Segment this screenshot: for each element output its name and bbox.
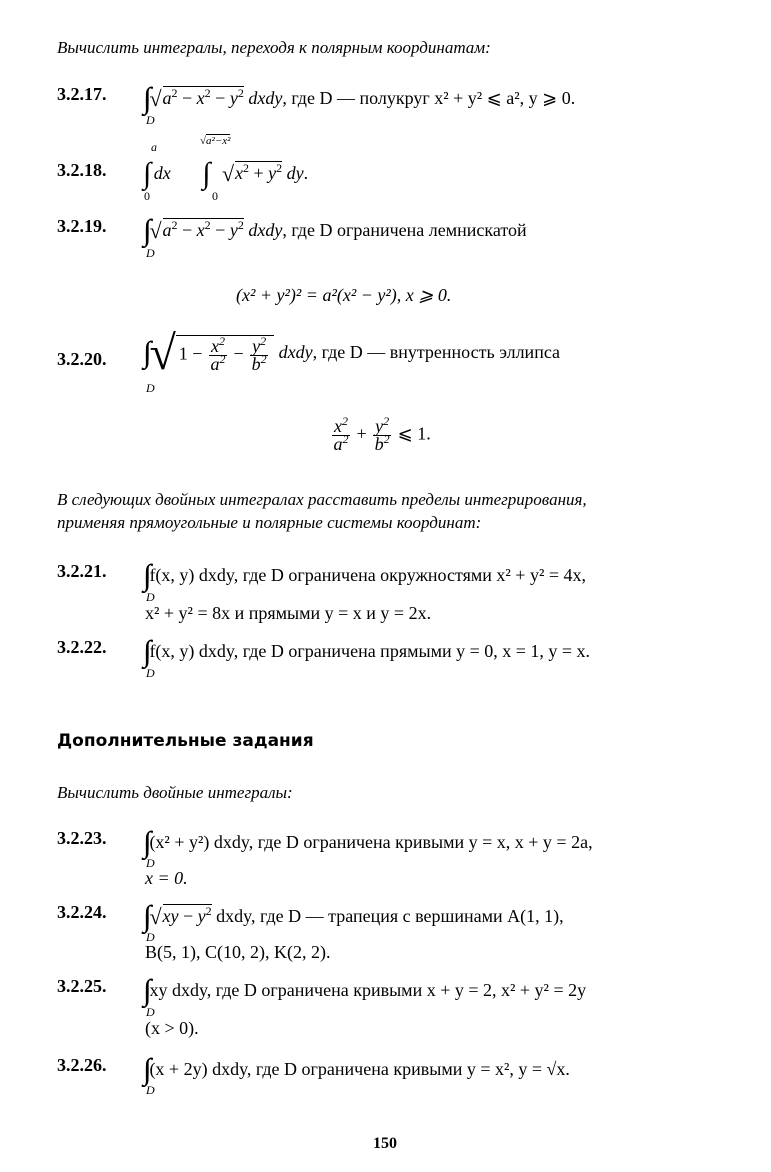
problem-3-2-20-formula: ∫∫ √ 1 − $\frac{x^2}{a^2}$ − $\frac{y^2}{b^2}$ dxdy, где D — внутренность эллипса xyxy=(143,327,561,380)
problem-3-2-25-continuation: (x > 0). xyxy=(145,1018,199,1038)
page-number: 150 xyxy=(373,1135,397,1152)
problem-3-2-17-formula: ∫∫ $√a^2 - x^2 - y^2$ dxdy, где D — полукруг x² + y² ⩽ a², y ⩾ 0. xyxy=(143,82,576,115)
problem-3-2-17-number: 3.2.17. xyxy=(57,84,107,104)
problem-3-2-23-number: 3.2.23. xyxy=(57,828,107,848)
problem-3-2-19-formula: ∫∫ $√a^2 - x^2 - y^2$ dxdy, где D ограничена лемнискатой xyxy=(143,214,527,247)
problem-3-2-22-number: 3.2.22. xyxy=(57,637,107,657)
problem-3-2-20-text: , где D — внутренность эллипса xyxy=(312,342,561,363)
additional-tasks-heading: Дополнительные задания xyxy=(57,731,314,751)
problem-3-2-26-formula: ∫∫ (x + 2y) dxdy, где D ограничена кривыми y = x², y = √x. xyxy=(143,1053,570,1086)
problem-3-2-26-number: 3.2.26. xyxy=(57,1055,107,1075)
problem-3-2-23-continuation: x = 0. xyxy=(145,868,188,888)
problem-3-2-19-text: , где D ограничена лемнискатой xyxy=(282,220,527,240)
problem-3-2-24-formula: ∫∫ $√xy - y^2$ dxdy, где D — трапеция с вершинами A(1, 1), xyxy=(143,900,564,933)
problem-3-2-19-number: 3.2.19. xyxy=(57,216,107,236)
textbook-page: Вычислить интегралы, переходя к полярным координатам: 3.2.17. ∫∫ $√a^2 - x^2 - y^2$ dxdy, где D — полукруг x² + y² ⩽ a², y ⩾ 0. D 3.2.18. a √a²−x² ∫ dx ∫ $√x^2 + y^2$ dy. 0 0 3.2.19. ∫∫ $√a^2 - x^2 - y^2$ dxdy, где D ограничена лемнискатой D (x² + y²)² = a²(x² − y²), x ⩾ 0. 3.2.20. ∫∫ √ 1 − $\frac{x^2}{a^2}$ − $\frac{y^2}{b^2}$ dxdy, где D — внутренность эллипса D $\frac{x^2}{a^2}$ + $\frac{y^2}{b^2}$ ⩽ 1. В следующих двойных интегралах расставить пределы интегрирования, применяя прямоугольные и полярные системы координат: 3.2.21. ∫∫ f(x, y) dxdy, где D ограничена окружностями x² + y² = 4x, D x² + y² = 8x и прямыми y = x и y = 2x. 3.2.22. ∫∫ f(x, y) dxdy, где D ограничена прямыми y = 0, x = 1, y = x. D Дополнительные задания Вычислить двойные интегралы: 3.2.23. ∫∫ (x² + y²) dxdy, где D ограничена кривыми y = x, x + y = 2a, D x = 0. 3.2.24. ∫∫ $√xy - y^2$ dxdy, где D — трапеция с вершинами A(1, 1), D B(5, 1), C(10, 2), K(2, 2). 3.2.25. ∫∫ xy dxdy, где D ограничена кривыми x + y = 2, x² + y² = 2y D (x > 0). 3.2.26. ∫∫ (x + 2y) dxdy, где D ограничена кривыми y = x², y = √x. D 150 xyxy=(57,38,593,1152)
problem-3-2-20-number: 3.2.20. xyxy=(57,349,107,369)
section-intro-double: Вычислить двойные интегралы: xyxy=(57,783,293,802)
problem-3-2-21-formula: ∫∫ f(x, y) dxdy, где D ограничена окружностями x² + y² = 4x, xyxy=(143,559,586,592)
section-intro-limits-line2: применяя прямоугольные и полярные системы координат: xyxy=(57,513,482,532)
problem-3-2-17-text: , где D — полукруг x² + y² ⩽ a², y ⩾ 0. xyxy=(282,88,576,108)
problem-3-2-24-continuation: B(5, 1), C(10, 2), K(2, 2). xyxy=(145,942,331,962)
problem-3-2-22-formula: ∫∫ f(x, y) dxdy, где D ограничена прямыми y = 0, x = 1, y = x. xyxy=(143,635,591,668)
section-intro-polar: Вычислить интегралы, переходя к полярным координатам: xyxy=(57,38,491,57)
problem-3-2-21-number: 3.2.21. xyxy=(57,561,107,581)
problem-3-2-18-formula: ∫ dx ∫ $√x^2 + y^2$ dy. xyxy=(143,157,309,190)
problem-3-2-21-continuation: x² + y² = 8x и прямыми y = x и y = 2x. xyxy=(145,603,432,623)
problem-3-2-25-number: 3.2.25. xyxy=(57,976,107,996)
problem-3-2-23-formula: ∫∫ (x² + y²) dxdy, где D ограничена кривыми y = x, x + y = 2a, xyxy=(143,826,593,859)
problem-3-2-18-number: 3.2.18. xyxy=(57,160,107,180)
problem-3-2-25-formula: ∫∫ xy dxdy, где D ограничена кривыми x + y = 2, x² + y² = 2y xyxy=(143,974,587,1007)
section-intro-limits-line1: В следующих двойных интегралах расставить пределы интегрирования, xyxy=(57,490,587,509)
problem-3-2-20-ellipse-equation: $\frac{x^2}{a^2}$ + $\frac{y^2}{b^2}$ ⩽ 1. xyxy=(333,414,431,454)
problem-3-2-19-lemniscate-equation: (x² + y²)² = a²(x² − y²), x ⩾ 0. xyxy=(236,285,452,305)
problem-3-2-24-number: 3.2.24. xyxy=(57,902,107,922)
